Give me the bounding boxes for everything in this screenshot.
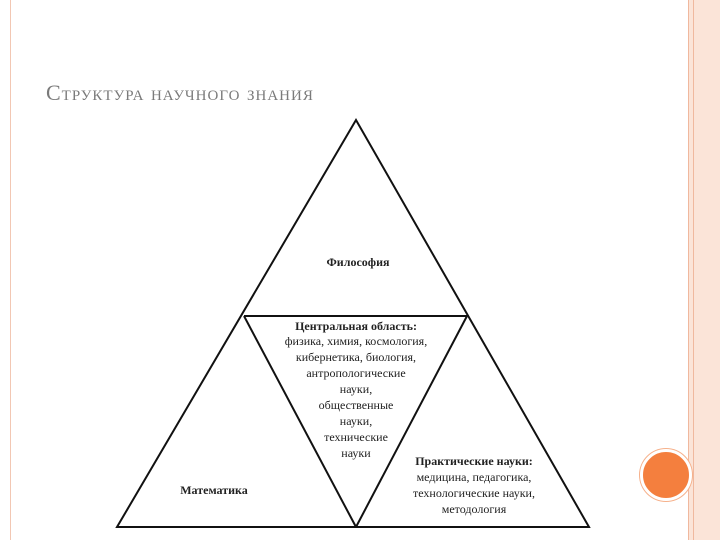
philosophy-label: Философия [326, 255, 390, 269]
center-area-line: кибернетика, биология, [295, 350, 417, 364]
practical-sciences-line: технологические науки, [413, 486, 535, 500]
center-area-line: физика, химия, космология, [284, 334, 428, 348]
center-area-line: науки, [339, 382, 373, 396]
slide-title: Структура научного знания [46, 80, 314, 105]
mathematics-label: Математика [180, 483, 248, 497]
practical-sciences-line: медицина, педагогика, [416, 470, 532, 484]
center-area-line: науки, [339, 414, 373, 428]
center-area-line: науки [341, 446, 371, 460]
center-area-line: технические [324, 430, 388, 444]
center-area-title: Центральная область: [295, 319, 417, 333]
practical-sciences-line: методология [441, 502, 507, 516]
practical-sciences-title: Практические науки: [415, 454, 533, 468]
center-area-line: антропологические [306, 366, 406, 380]
center-area-line: общественные [318, 398, 394, 412]
